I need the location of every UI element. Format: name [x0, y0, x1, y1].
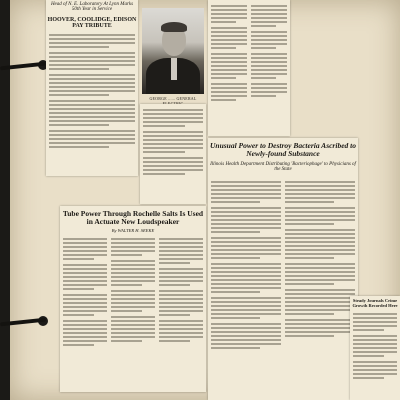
clipping-subheadline: Illinois Health Department Distributing 'Bacteriophage' to Physicians of the State	[210, 161, 356, 172]
clipping-headline: Steady Journals Crime Growth Recorded Here	[352, 298, 398, 308]
clipping-lynn-laboratory	[46, 0, 138, 176]
clipping-right-column	[208, 0, 290, 136]
clipping-byline: By WALTER H. SEEKE	[111, 227, 155, 233]
scrapbook-page	[10, 0, 400, 400]
portrait-photo	[142, 8, 204, 94]
clipping-bacteria	[208, 138, 358, 400]
clipping-headline: Unusual Power to Destroy Bacteria Ascribed to Newly-found Substance	[210, 141, 356, 158]
article-body	[46, 29, 138, 155]
article-body	[350, 308, 400, 386]
article-body	[60, 233, 206, 353]
clipping-headline: Tube Power Through Rochelle Salts Is Used in Actuate New Loudspeaker	[62, 209, 204, 226]
clipping-loudspeaker	[60, 206, 206, 392]
clipping-headline: HOOVER, COOLIDGE, EDISON PAY TRIBUTE	[47, 16, 137, 29]
clipping-kicker: Head of N. E. Laboratory At Lynn Marks 50th Year in Service	[50, 2, 134, 13]
clipping-continuation	[140, 104, 206, 204]
photo-caption: GEORGE ...... GENERAL	[149, 96, 197, 101]
clipping-crime-growth	[350, 296, 400, 400]
article-body	[208, 176, 358, 356]
